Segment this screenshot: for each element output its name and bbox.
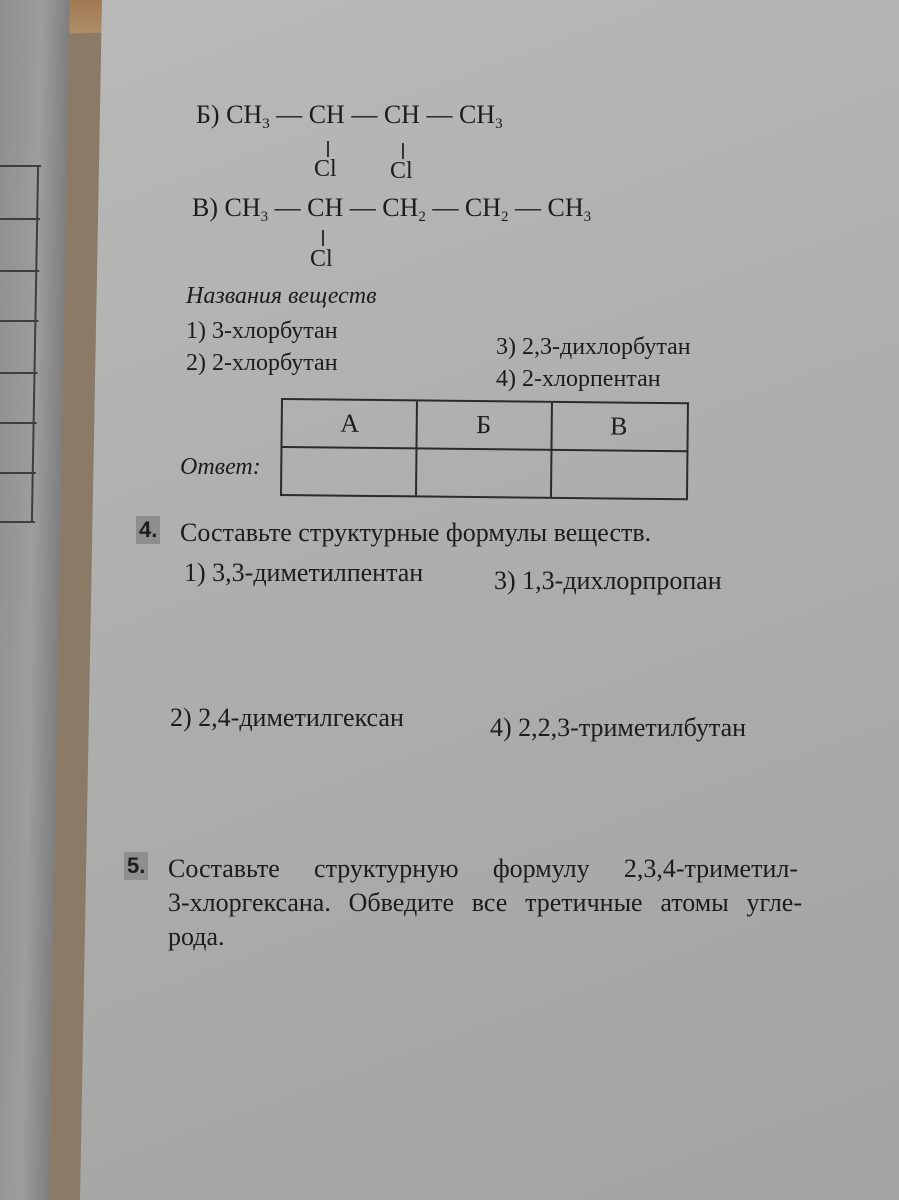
bond-dash: — (349, 193, 376, 222)
left-page-rule (0, 521, 35, 523)
formula-b-group: CH (383, 100, 420, 129)
left-page-rule (0, 472, 36, 474)
problem-number: 4. (136, 516, 160, 544)
left-page-rule (0, 422, 37, 424)
formula-v-label: В) (192, 193, 218, 222)
bond-dash: — (515, 193, 541, 222)
vertical-bond (402, 143, 404, 159)
answer-column-header: Б (476, 410, 492, 440)
formula-b-group: $CH_3$ (226, 100, 270, 132)
formula-v-group: CH (307, 193, 344, 222)
formula-b (196, 100, 503, 130)
left-page-rule (0, 165, 41, 167)
formula-v-group: $CH_3$ (224, 193, 269, 225)
formula-v-chlorine: Cl (310, 246, 333, 272)
answer-column-header: А (340, 408, 360, 438)
problem4-item: 2) 2,4-диметилгексан (170, 703, 404, 732)
answer-label: Ответ: (180, 454, 261, 480)
formula-b-group: CH (308, 100, 345, 129)
problem5-line: рода. (168, 922, 225, 951)
name-option: 1) 3-хлорбутан (186, 318, 338, 344)
formula-b-chlorine: Cl (390, 158, 413, 184)
formula-v-group: $CH_2$ (382, 193, 426, 225)
answer-column-header: В (609, 411, 628, 441)
formula-v-group: $CH_3$ (547, 193, 592, 225)
problem5-line: 3-хлоргексана. Обведите все третичные атомы угле- (168, 888, 802, 917)
vertical-bond (327, 141, 329, 157)
problem4-item: 1) 3,3-диметилпентан (184, 558, 424, 587)
names-heading: Названия веществ (186, 283, 377, 309)
bond-dash: — (274, 193, 301, 222)
problem4-item: 4) 2,2,3-триметилбутан (490, 713, 747, 742)
problem5-text (168, 852, 818, 954)
left-page-rule (0, 320, 38, 322)
problem5-line: Составьте структурную формулу 2,3,4-триметил- (168, 854, 798, 883)
formula-b-group: $CH_3$ (458, 100, 503, 132)
formula-v-group: $CH_2$ (464, 193, 509, 225)
formula-b-label: Б) (196, 100, 220, 129)
bond-dash: — (432, 193, 459, 222)
table-divider (282, 446, 686, 452)
answer-table (280, 398, 689, 500)
name-option: 3) 2,3-дихлорбутан (496, 334, 691, 360)
problem4-text: Составьте структурные формулы веществ. (180, 518, 652, 547)
problem-number: 5. (124, 852, 148, 880)
problem4-item: 3) 1,3-дихлорпропан (494, 566, 722, 595)
formula-v (192, 193, 591, 223)
workbook-page (62, 0, 899, 1200)
name-option: 4) 2-хлорпентан (496, 366, 661, 392)
name-option: 2) 2-хлорбутан (186, 350, 338, 376)
left-page-edge (0, 0, 70, 1200)
left-page-rule (0, 270, 39, 272)
left-page-rule (0, 218, 40, 220)
vertical-bond (322, 230, 324, 246)
left-page-rule (0, 372, 38, 374)
bond-dash: — (276, 100, 303, 129)
bond-dash: — (351, 100, 378, 129)
bond-dash: — (426, 100, 453, 129)
formula-b-chlorine: Cl (314, 156, 337, 182)
